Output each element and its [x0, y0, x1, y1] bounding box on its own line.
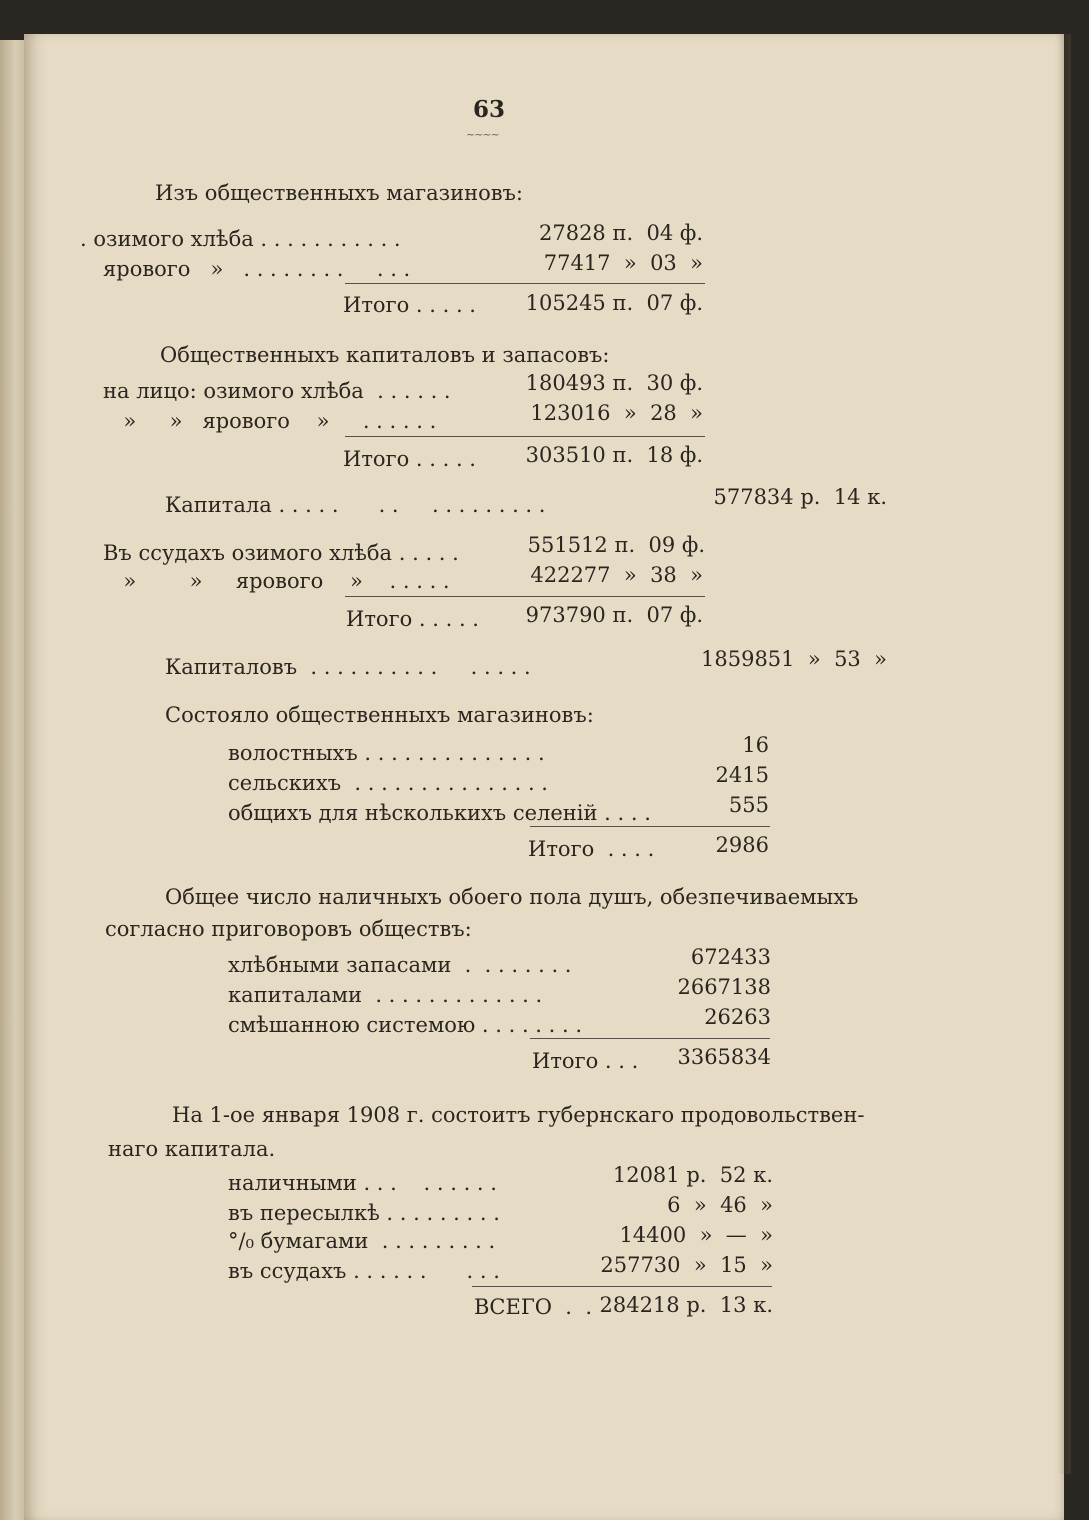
section-heading: Изъ общественныхъ магазиновъ:: [155, 181, 523, 205]
row-label: смѣшанною системою . . . . . . . .: [228, 1013, 583, 1037]
page-number: 63: [473, 96, 506, 123]
row-value: 27828 п. 04 ф.: [538, 221, 703, 245]
row-label: °/₀ бумагами . . . . . . . . .: [228, 1229, 496, 1253]
row-value: 551512 п. 09 ф.: [527, 533, 705, 557]
total-label: Итого . . .: [532, 1049, 639, 1073]
row-value: 180493 п. 30 ф.: [525, 371, 703, 395]
row-label: въ пересылкѣ . . . . . . . . .: [228, 1201, 500, 1225]
row-value: 577834 р. 14 к.: [713, 485, 887, 509]
row-value: 77417 » 03 »: [543, 251, 703, 275]
total-label: ВСЕГО . .: [474, 1295, 593, 1319]
row-label: Капитала . . . . . . . . . . . . . . . .: [165, 493, 546, 517]
total-label: Итого . . . . .: [343, 447, 476, 471]
row-label: въ ссудахъ . . . . . . . . .: [228, 1259, 500, 1283]
row-label: наличными . . . . . . . . .: [228, 1171, 497, 1195]
row-value: 672433: [690, 945, 771, 969]
total-value: 284218 р. 13 к.: [599, 1293, 773, 1317]
sum-rule: [530, 1038, 770, 1039]
total-value: 973790 п. 07 ф.: [525, 603, 703, 627]
row-label: сельскихъ . . . . . . . . . . . . . . .: [228, 771, 548, 795]
row-label: на лицо: озимого хлѣба . . . . . .: [103, 379, 451, 403]
sum-rule: [530, 826, 770, 827]
row-label: Капиталовъ . . . . . . . . . . . . . . .: [165, 655, 531, 679]
total-value: 3365834: [677, 1045, 771, 1069]
row-label: » » ярового » . . . . . .: [110, 409, 437, 433]
sum-rule: [472, 1286, 772, 1287]
total-label: Итого . . . . .: [343, 293, 476, 317]
section-heading: Состояло общественныхъ магазиновъ:: [165, 703, 594, 727]
row-value: 12081 р. 52 к.: [612, 1163, 773, 1187]
row-label: общихъ для нѣсколькихъ селеній . . . .: [228, 801, 651, 825]
row-value: 1859851 » 53 »: [701, 647, 887, 671]
paragraph-line: На 1-ое января 1908 г. состоитъ губернскаго продовольствен-: [172, 1103, 865, 1127]
row-value: 16: [742, 733, 769, 757]
sum-rule: [345, 436, 705, 437]
page-shadow: [1057, 34, 1071, 1474]
section-heading: Общественныхъ капиталовъ и запасовъ:: [160, 343, 610, 367]
ornament: ~~~~: [466, 128, 499, 141]
row-value: 123016 » 28 »: [530, 401, 703, 425]
row-value: 422277 » 38 »: [530, 563, 703, 587]
row-label: капиталами . . . . . . . . . . . . .: [228, 983, 543, 1007]
adjacent-page-edge: [0, 40, 26, 1520]
row-value: 6 » 46 »: [667, 1193, 773, 1217]
row-label: . озимого хлѣба . . . . . . . . . . .: [80, 227, 401, 251]
paragraph-line: Общее число наличныхъ обоего пола душъ, обезпечиваемыхъ: [165, 885, 859, 909]
sum-rule: [345, 283, 705, 284]
row-label: волостныхъ . . . . . . . . . . . . . .: [228, 741, 545, 765]
row-value: 2415: [715, 763, 769, 787]
row-value: 26263: [704, 1005, 771, 1029]
row-value: 14400 » — »: [619, 1223, 773, 1247]
row-label: ярового » . . . . . . . . . . .: [103, 257, 411, 281]
row-label: Въ ссудахъ озимого хлѣба . . . . .: [103, 541, 459, 565]
row-label: » » ярового » . . . . .: [110, 569, 450, 593]
sum-rule: [345, 596, 705, 597]
total-value: 105245 п. 07 ф.: [525, 291, 703, 315]
total-value: 2986: [715, 833, 769, 857]
row-label: хлѣбными запасами . . . . . . . .: [228, 953, 572, 977]
total-value: 303510 п. 18 ф.: [525, 443, 703, 467]
total-label: Итого . . . .: [528, 837, 655, 861]
total-label: Итого . . . . .: [346, 607, 479, 631]
paragraph-line: наго капитала.: [108, 1137, 276, 1161]
row-value: 555: [728, 793, 769, 817]
row-value: 2667138: [677, 975, 771, 999]
row-value: 257730 » 15 »: [600, 1253, 773, 1277]
paragraph-line: согласно приговоровъ обществъ:: [105, 917, 472, 941]
